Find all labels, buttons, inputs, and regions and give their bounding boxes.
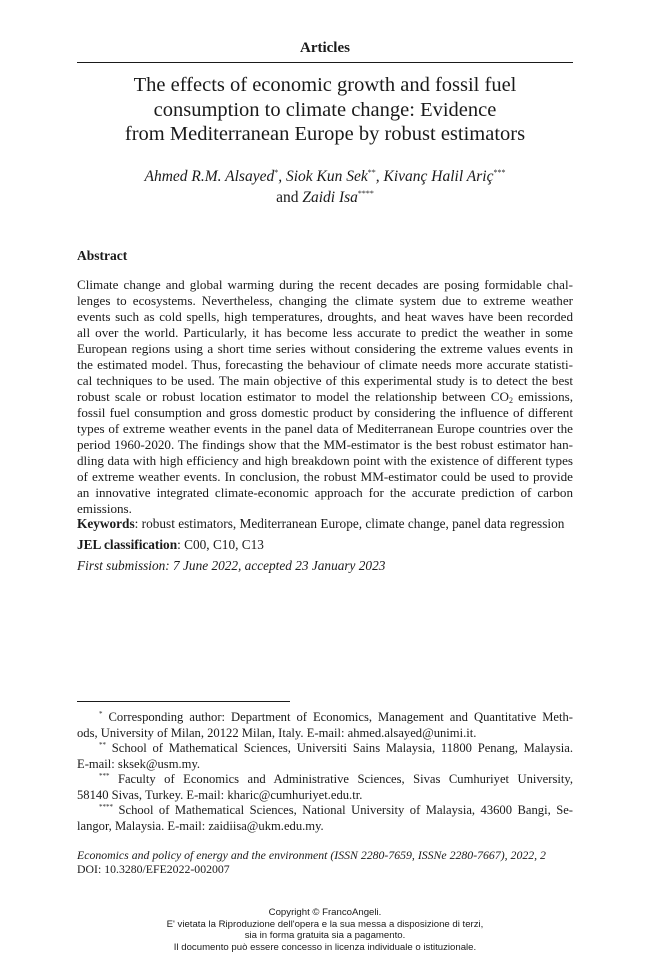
author-conjunction: and: [276, 189, 303, 206]
author-footnote-mark: **: [367, 168, 376, 177]
footnote: [77, 772, 573, 803]
abstract-line: events such as cold spells, high temperatures, droughts, and heat waves have been recorded: [77, 309, 573, 324]
abstract-line: lenges to ecosystems. Nevertheless, changing the climate system due to extreme weather: [77, 293, 573, 308]
author-footnote-mark: ****: [357, 189, 374, 198]
copyright-line: Copyright © FrancoAngeli.: [268, 907, 382, 918]
abstract-line-text: robust scale or robust location estimator to model the relationship between: [77, 389, 491, 404]
footnote-mark: *: [99, 710, 103, 718]
footnote-line: E-mail: sksek@usm.my.: [77, 756, 201, 771]
jel-text: : C00, C10, C13: [177, 537, 264, 552]
author-list: [60, 166, 590, 208]
abstract-line: dling data with high efficiency and high breakdown point with the existence of different types: [77, 453, 573, 468]
jel-classification: [77, 537, 573, 553]
footnote-line: [77, 772, 573, 788]
abstract-line: fossil fuel consumption and gross domestic product by considering the influence of different: [77, 405, 573, 420]
footnote-text: School of Mathematical Sciences, National University of Malaysia, 43600 Bangi, Se-: [113, 803, 573, 817]
footnote-mark: ***: [99, 772, 110, 780]
author-footnote-mark: *: [274, 168, 279, 177]
footnote-line: [77, 741, 573, 757]
footnote: [77, 741, 573, 772]
author-name: Zaidi Isa: [302, 189, 358, 206]
copyright-line: E' vietata la Riproduzione dell'opera e la sua messa a disposizione di terzi,: [166, 918, 484, 930]
footnote-line: [77, 710, 573, 726]
abstract-line: the estimated model. Thus, forecasting the behaviour of climate needs more accurate statisti-: [77, 357, 573, 372]
title-line: The effects of economic growth and fossil fuel: [133, 74, 517, 96]
copyright-line: sia in forma gratuita sia a pagamento.: [244, 930, 406, 941]
doi: DOI: 10.3280/EFE2022-002007: [77, 862, 230, 876]
footnote-line: langor, Malaysia. E-mail: zaidiisa@ukm.edu.my.: [77, 818, 324, 833]
footnote-text: Faculty of Economics and Administrative Sciences, Sivas Cumhuriyet University,: [109, 772, 573, 786]
abstract-line: European regions using a short time series without considering the extreme values events in: [77, 341, 573, 356]
abstract-line: period 1960-2020. The findings show that the MM-estimator is the best robust estimator han-: [77, 437, 573, 452]
title-line: from Mediterranean Europe by robust estimators: [124, 123, 526, 145]
submission-dates: First submission: 7 June 2022, accepted 23 January 2023: [77, 558, 386, 573]
copyright-line: Il documento può essere concesso in licenza individuale o istituzionale.: [173, 941, 477, 953]
co2-term: CO: [490, 389, 509, 404]
footnote: [77, 803, 573, 834]
journal-citation: Economics and policy of energy and the environment (ISSN 2280-7659, ISSNe 2280-7667), 2022, 2: [77, 848, 546, 862]
footnote-text: School of Mathematical Sciences, Universiti Sains Malaysia, 11800 Penang, Malaysia.: [106, 741, 573, 755]
footnote-mark: **: [99, 741, 106, 749]
abstract-line: all over the world. Particularly, it has become less accurate to predict the weather in some: [77, 325, 573, 340]
section-label: Articles: [300, 40, 350, 56]
abstract-line-text: emissions,: [512, 389, 573, 404]
co2-subscript: 2: [508, 396, 513, 405]
keywords-label: Keywords: [77, 516, 135, 531]
author-name: Siok Kun Sek: [285, 168, 368, 185]
footnote: [77, 710, 573, 741]
article-title: [60, 73, 590, 147]
footnote-rule: [77, 701, 290, 702]
footnote-line: [77, 803, 573, 819]
copyright-notice: [0, 907, 650, 953]
keywords-text: : robust estimators, Mediterranean Europe, climate change, panel data regression: [134, 516, 565, 531]
abstract-line: [77, 389, 573, 405]
title-line: consumption to climate change: Evidence: [153, 98, 497, 121]
keywords: [77, 516, 573, 532]
journal-info: [77, 848, 573, 876]
abstract-line: of extreme weather events. In conclusion, the robust MM-estimator could be used to provide: [77, 469, 573, 484]
abstract-body: [77, 277, 573, 517]
abstract-line: types of extreme weather events in the panel data of Mediterranean Europe countries over the: [77, 421, 573, 436]
abstract-line: cal techniques to be used. The main objective of this experimental study is to detect the best: [77, 373, 573, 388]
jel-label: JEL classification: [77, 537, 178, 552]
header-rule: [77, 62, 573, 63]
author-footnote-mark: ***: [493, 168, 506, 177]
authors-line-1: [60, 166, 590, 187]
abstract-line: emissions.: [77, 501, 132, 516]
footnote-text: Corresponding author: Department of Economics, Management and Quantitative Meth-: [102, 710, 573, 724]
footnote-line: ods, University of Milan, 20122 Milan, Italy. E-mail: ahmed.alsayed@unimi.it.: [77, 725, 477, 740]
footnote-mark: ****: [99, 803, 113, 811]
author-separator: ,: [375, 168, 384, 185]
abstract-line: Climate change and global warming during the recent decades are posing formidable chal-: [77, 277, 573, 292]
abstract-heading: Abstract: [77, 248, 128, 263]
footnote-line: 58140 Sivas, Turkey. E-mail: kharic@cumhuriyet.edu.tr.: [77, 787, 363, 802]
author-separator: ,: [278, 168, 286, 185]
footnotes: [77, 710, 573, 834]
author-name: Kivanç Halil Ariç: [383, 168, 494, 185]
author-name: Ahmed R.M. Alsayed: [144, 168, 275, 185]
abstract-line: an innovative integrated climate-economic approach for the accurate prediction of carbon: [77, 485, 573, 500]
authors-line-2: [60, 187, 590, 208]
